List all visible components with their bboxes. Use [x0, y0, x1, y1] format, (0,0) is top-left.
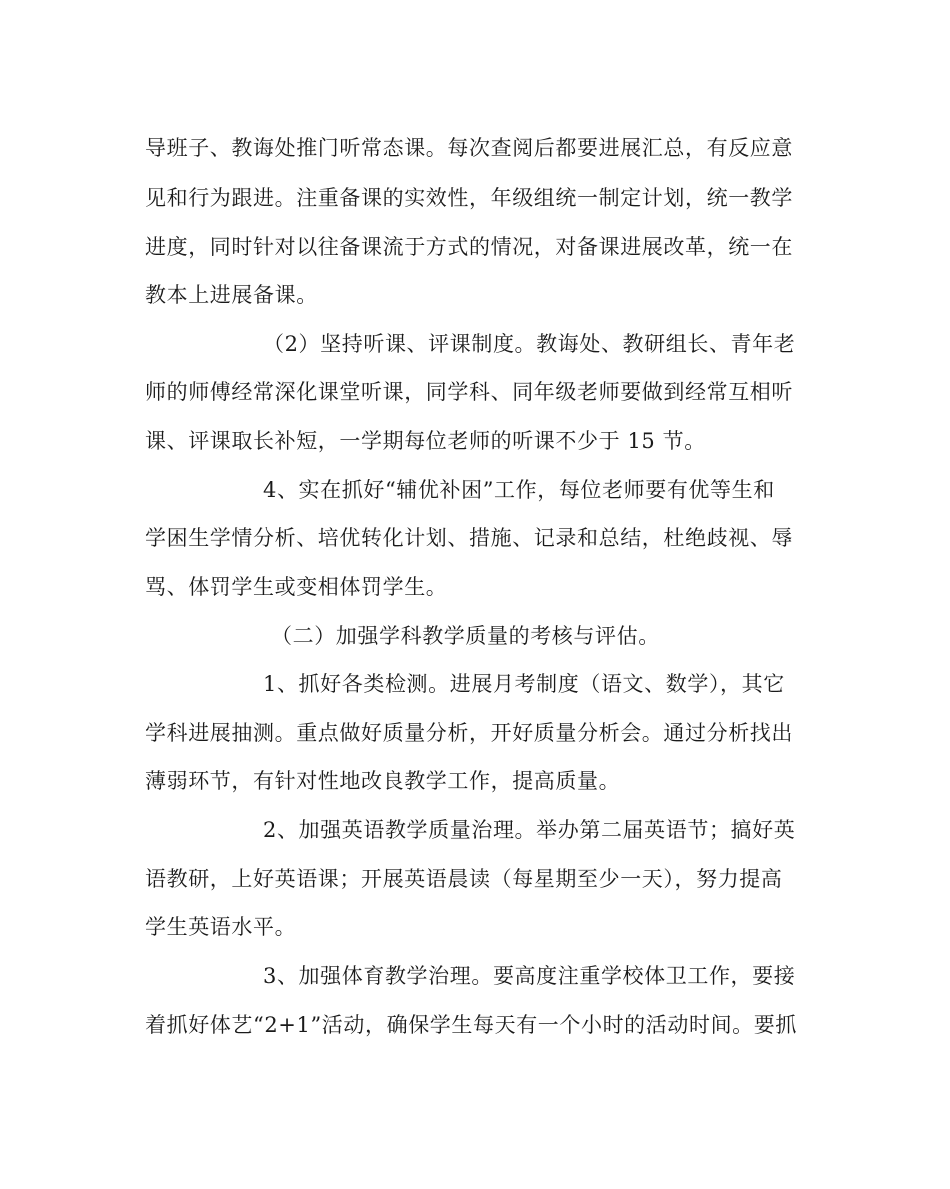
- text-line-4: 教本上进展备课。: [145, 283, 318, 307]
- text-line-1: 导班子、教诲处推门听常态课。每次查阅后都要进展汇总，有反应意: [145, 136, 793, 160]
- text-line-17: 学生英语水平。: [145, 915, 297, 939]
- text-line-19: 着抓好体艺“2+1”活动，确保学生每天有一个小时的活动时间。要抓: [145, 1013, 797, 1037]
- text-line-11: （二）加强学科教学质量的考核与评估。: [271, 624, 660, 648]
- text-line-13: 学科进展抽测。重点做好质量分析，开好质量分析会。通过分析找出: [145, 721, 793, 745]
- text-line-7: 课、评课取长补短，一学期每位老师的听课不少于 15 节。: [145, 429, 706, 453]
- text-line-16: 语教研，上好英语课；开展英语晨读（每星期至少一天），努力提高: [145, 867, 783, 891]
- text-line-15: 2、加强英语教学质量治理。举办第二届英语节；搞好英: [263, 818, 796, 842]
- text-line-6: 师的师傅经常深化课堂听课，同学科、同年级老师要做到经常互相听: [145, 380, 793, 404]
- text-line-12: 1、抓好各类检测。进展月考制度（语文、数学），其它: [263, 672, 785, 696]
- text-line-2: 见和行为跟进。注重备课的实效性，年级组统一制定计划，统一教学: [145, 186, 793, 210]
- text-line-5: （2）坚持听课、评课制度。教诲处、教研组长、青年老: [263, 332, 796, 356]
- text-line-8: 4、实在抓好“辅优补困”工作，每位老师要有优等生和: [263, 478, 775, 502]
- text-line-14: 薄弱环节，有针对性地改良教学工作，提高质量。: [145, 769, 621, 793]
- text-line-10: 骂、体罚学生或变相体罚学生。: [145, 575, 448, 599]
- text-line-3: 进度，同时针对以往备课流于方式的情况，对备课进展改革，统一在: [145, 235, 793, 259]
- text-line-18: 3、加强体育教学治理。要高度注重学校体卫工作，要接: [263, 964, 796, 988]
- text-line-9: 学困生学情分析、培优转化计划、措施、记录和总结，杜绝歧视、辱: [145, 526, 793, 550]
